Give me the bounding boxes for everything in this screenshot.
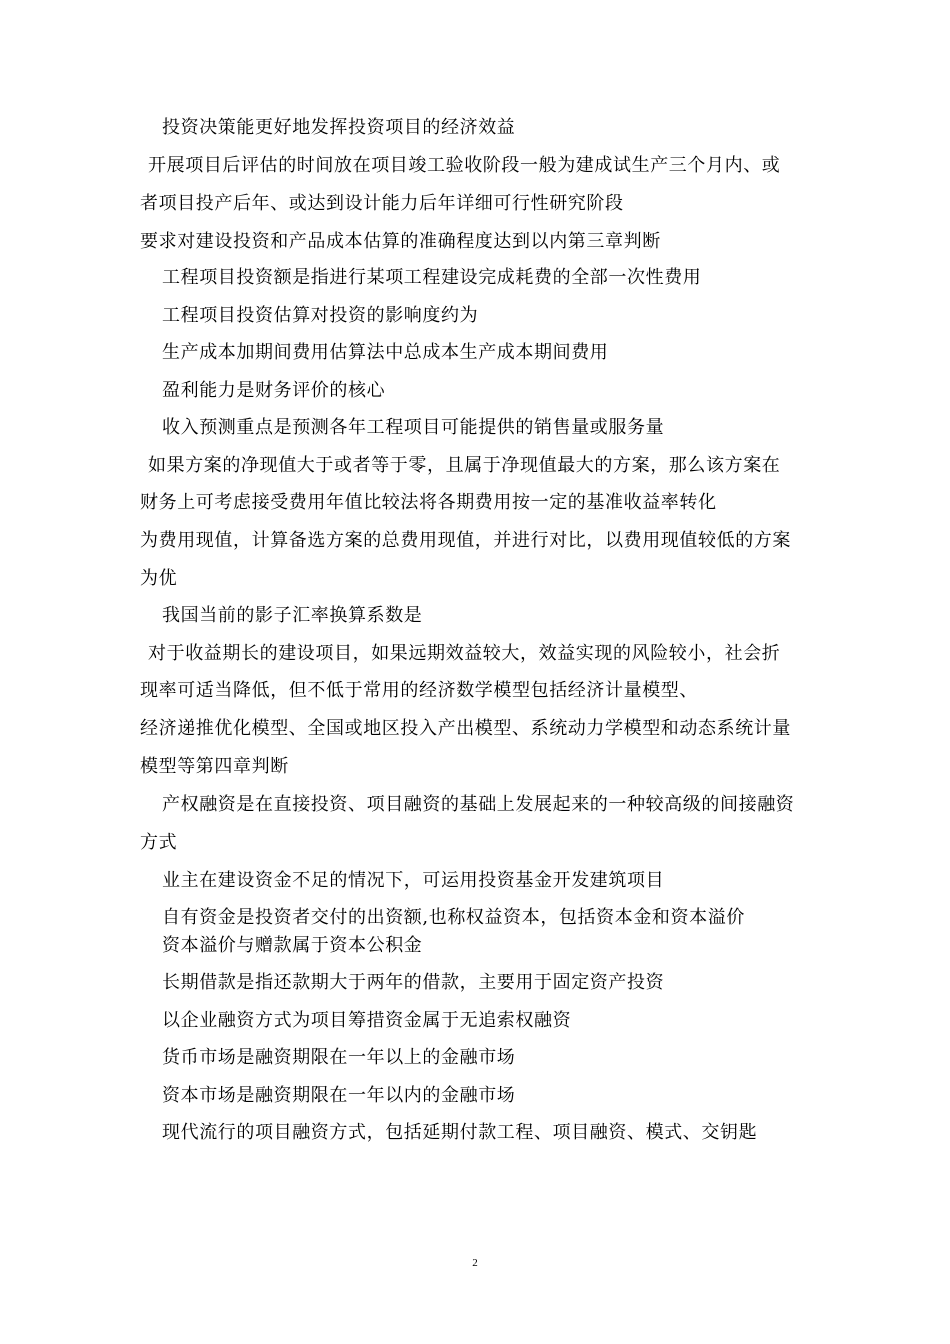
text-line: 开展项目后评估的时间放在项目竣工验收阶段一般为建成试生产三个月内、或 (148, 155, 781, 176)
text-line: 自有资金是投资者交付的出资额,也称权益资本，包括资本金和资本溢价 (162, 907, 745, 928)
text-line: 现代流行的项目融资方式，包括延期付款工程、项目融资、模式、交钥匙 (162, 1122, 758, 1143)
text-line: 长期借款是指还款期大于两年的借款，主要用于固定资产投资 (162, 972, 665, 993)
text-line: 如果方案的净现值大于或者等于零，且属于净现值最大的方案，那么该方案在 (148, 455, 781, 476)
text-line: 现率可适当降低，但不低于常用的经济数学模型包括经济计量模型、 (140, 680, 698, 701)
text-line: 者项目投产后年、或达到设计能力后年详细可行性研究阶段 (140, 193, 624, 214)
text-line: 为优 (140, 568, 178, 589)
text-line: 收入预测重点是预测各年工程项目可能提供的销售量或服务量 (162, 417, 665, 438)
text-line: 以企业融资方式为项目筹措资金属于无追索权融资 (162, 1010, 572, 1031)
text-line: 为费用现值，计算备选方案的总费用现值，并进行对比，以费用现值较低的方案 (140, 530, 791, 551)
text-line: 资本市场是融资期限在一年以内的金融市场 (162, 1085, 516, 1106)
text-line: 要求对建设投资和产品成本估算的准确程度达到以内第三章判断 (140, 231, 661, 252)
text-line: 工程项目投资额是指进行某项工程建设完成耗费的全部一次性费用 (162, 267, 702, 288)
text-line: 投资决策能更好地发挥投资项目的经济效益 (162, 117, 516, 138)
text-line: 盈利能力是财务评价的核心 (162, 380, 386, 401)
text-line: 工程项目投资估算对投资的影响度约为 (162, 305, 479, 326)
text-line: 经济递推优化模型、全国或地区投入产出模型、系统动力学模型和动态系统计量 (140, 718, 791, 739)
text-line: 产权融资是在直接投资、项目融资的基础上发展起来的一种较高级的间接融资 (162, 794, 795, 815)
text-line: 方式 (140, 832, 178, 853)
text-line: 财务上可考虑接受费用年值比较法将各期费用按一定的基准收益率转化 (140, 492, 717, 513)
text-line: 模型等第四章判断 (140, 756, 289, 777)
text-line: 资本溢价与赠款属于资本公积金 (162, 935, 423, 956)
text-line: 我国当前的影子汇率换算系数是 (162, 605, 423, 626)
text-line: 生产成本加期间费用估算法中总成本生产成本期间费用 (162, 342, 609, 363)
text-line: 对于收益期长的建设项目，如果远期效益较大，效益实现的风险较小，社会折 (148, 643, 781, 664)
text-line: 业主在建设资金不足的情况下，可运用投资基金开发建筑项目 (162, 870, 665, 891)
text-line: 货币市场是融资期限在一年以上的金融市场 (162, 1047, 516, 1068)
page-number: 2 (472, 1257, 478, 1269)
